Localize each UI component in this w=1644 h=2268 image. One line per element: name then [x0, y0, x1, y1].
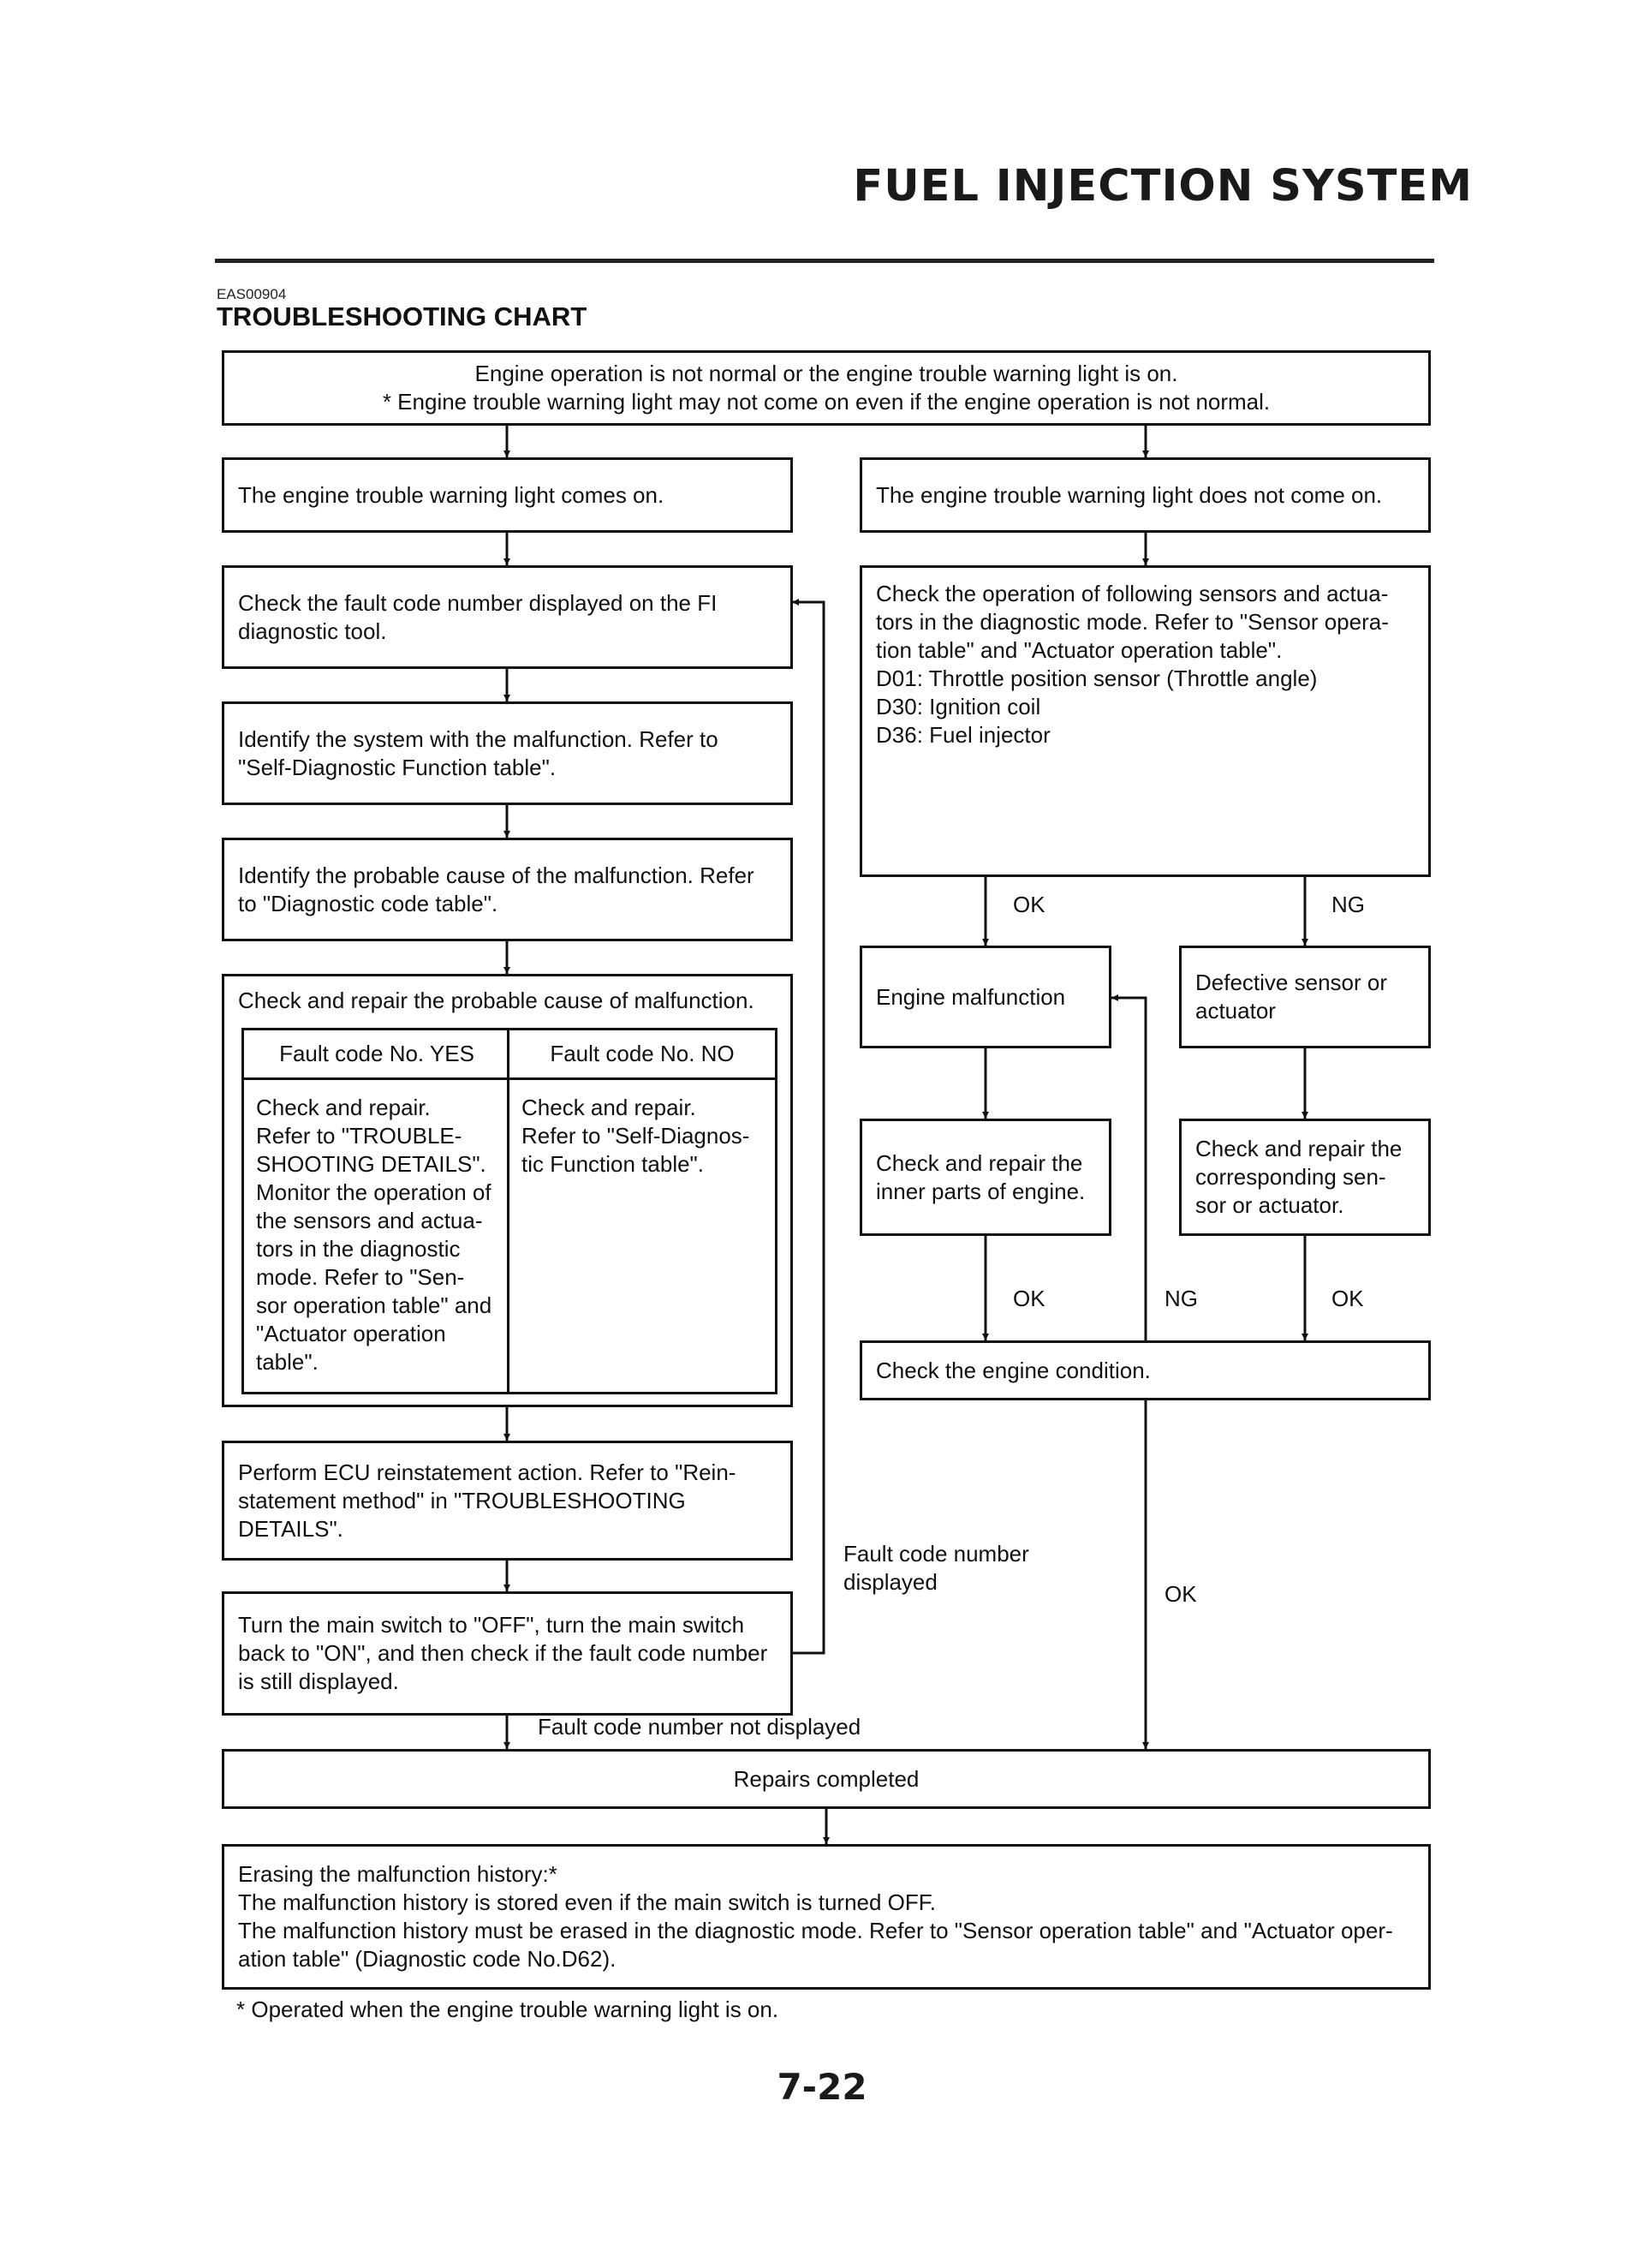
fault-table-yes-cell: Check and repair. Refer to "TROUBLE- SHOOTING DETAILS". Monitor the operation of the sensors and actua- tors in the diagnostic mode. Refer to "Sen- sor operation table" and "Actuator operation table". [256, 1095, 492, 1375]
box-engine-malfunction-text: Engine malfunction [876, 983, 1066, 1010]
page-title: FUEL INJECTION SYSTEM [853, 161, 1473, 212]
box-defective-sensor-text: Defective sensor or actuator [1195, 970, 1387, 1024]
box-check-corresponding-text: Check and repair the corresponding sen- sor or actuator. [1195, 1136, 1403, 1218]
box-light-off-text: The engine trouble warning light does not come on. [876, 481, 1383, 508]
box-identify-cause-text: Identify the probable cause of the malfunction. Refer to "Diagnostic code table". [238, 862, 754, 916]
box-engine-malfunction [860, 946, 1111, 1048]
document-code: EAS00904 [217, 286, 287, 302]
label-fault-not-displayed: Fault code number not displayed [538, 1714, 861, 1740]
box-check-fault-code [222, 565, 793, 669]
section-title: TROUBLESHOOTING CHART [217, 301, 587, 331]
label-ng-sensors: NG [1331, 892, 1365, 917]
box-check-sensors: Check the operation of following sensors and actua- tors in the diagnostic mode. Refer to "Sensor opera- tion table" and "Actuator operation table". D01: Throttle position sensor (Throttle angle) D30: Ignition coil D36: Fuel injector [860, 565, 1431, 877]
box-erasing-history [222, 1844, 1431, 1990]
box-light-off [860, 457, 1431, 533]
header-rule [215, 259, 1434, 263]
box-check-fault-code-text: Check the fault code number displayed on the FI diagnostic tool. [238, 589, 718, 644]
box-erasing-history-text: Erasing the malfunction history:* The malfunction history is stored even if the main switch is turned OFF. The malfunction history must be erased in the diagnostic mode. Refer to "Sensor operation table" and "Actuator oper- ation table" (Diagnostic code No.D62). [238, 1861, 1393, 1972]
box-ecu-reinstatement [222, 1441, 793, 1561]
box-light-on [222, 457, 793, 533]
fault-table-no-header: Fault code No. NO [509, 1030, 775, 1080]
box-start: Engine operation is not normal or the engine trouble warning light is on. * Engine trouble warning light may not come on even if the engine operation is not normal. [222, 350, 1431, 426]
box-check-repair-cause-text: Check and repair the probable cause of malfunction. [238, 988, 754, 1013]
box-repairs-completed-text: Repairs completed [733, 1765, 920, 1792]
arrow-condition-ng-to-engine-malfunction [1111, 998, 1146, 1340]
label-ng-inner: NG [1164, 1286, 1198, 1311]
box-repairs-completed [222, 1749, 1431, 1809]
label-ok-corresponding: OK [1331, 1286, 1364, 1311]
arrow-fault-code-loop [790, 602, 824, 1653]
fault-table-no-cell: Check and repair. Refer to "Self-Diagnos- tic Function table". [521, 1095, 750, 1177]
box-check-inner-parts-text: Check and repair the inner parts of engine. [876, 1149, 1086, 1204]
footnote: * Operated when the engine trouble warning light is on. [236, 1996, 779, 2022]
box-check-repair-cause [222, 974, 793, 1407]
box-ecu-reinstatement-text: Perform ECU reinstatement action. Refer to "Rein- statement method" in "TROUBLESHOOTING DETAILS". [238, 1459, 736, 1542]
box-check-engine-condition-text: Check the engine condition. [876, 1357, 1151, 1383]
box-identify-cause [222, 838, 793, 941]
box-check-corresponding [1179, 1119, 1431, 1236]
box-main-switch-text: Turn the main switch to "OFF", turn the main switch back to "ON", and then check if the fault code number is still displayed. [238, 1612, 768, 1694]
label-ok-inner: OK [1013, 1286, 1045, 1311]
fault-code-table [241, 1028, 777, 1394]
box-light-on-text: The engine trouble warning light comes on. [238, 481, 664, 508]
box-identify-system-text: Identify the system with the malfunction. Refer to "Self-Diagnostic Function table". [238, 725, 718, 780]
box-main-switch [222, 1591, 793, 1716]
page-number: 7-22 [777, 2066, 867, 2108]
label-ok-sensors: OK [1013, 892, 1045, 917]
box-check-engine-condition [860, 1340, 1431, 1400]
fault-table-yes-header: Fault code No. YES [244, 1030, 509, 1080]
box-identify-system [222, 701, 793, 805]
label-fault-displayed: Fault code number displayed [843, 1541, 1029, 1595]
box-defective-sensor [1179, 946, 1431, 1048]
label-ok-condition: OK [1164, 1581, 1197, 1607]
box-check-inner-parts [860, 1119, 1111, 1236]
